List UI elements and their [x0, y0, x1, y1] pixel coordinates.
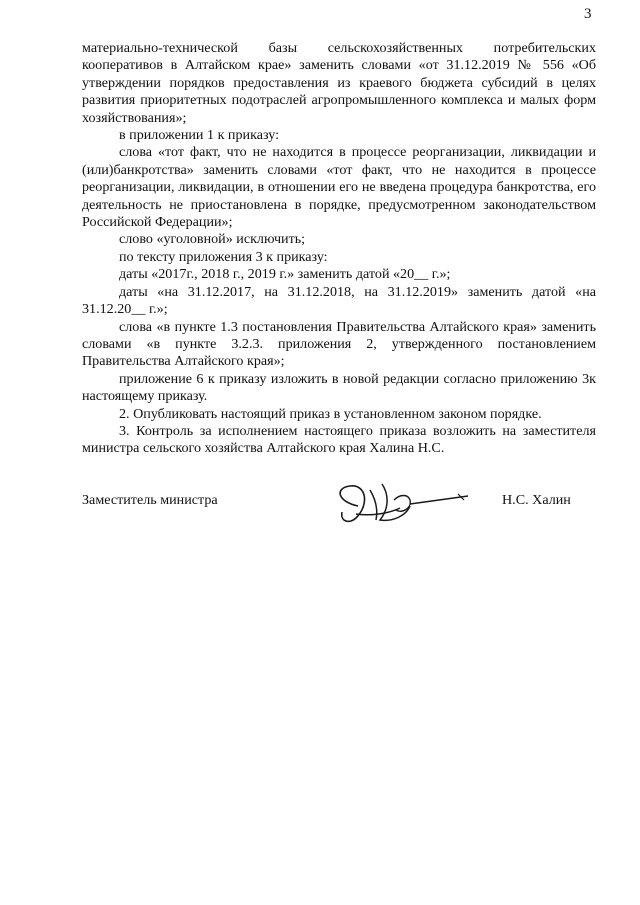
paragraph-continuation: материально-технической базы сельскохозяйственных потребительских кооперативов в Алтайском крае» заменить словами «от 31.12.2019 № 556 «Об утверждении порядков предоставления из краевого бюджета субсидий в целях развития приоритетных подотраслей агропромышленного комплекса и малых форм хозяйствования»;	[82, 40, 596, 126]
paragraph-item-2: 2. Опубликовать настоящий приказ в установленном законом порядке.	[119, 405, 542, 422]
paragraph-appendix-1: в приложении 1 к приказу:	[119, 127, 280, 144]
signatory-name: Н.С. Халин	[502, 492, 571, 508]
page-number: 3	[584, 6, 592, 22]
paragraph-criminal-word: слово «уголовной» исключить;	[119, 231, 306, 248]
signature-block	[82, 492, 596, 532]
paragraph-dates-years: даты «2017г., 2018 г., 2019 г.» заменить датой «20__ г.»;	[119, 266, 451, 283]
paragraph-appendix-6: приложение 6 к приказу изложить в новой редакции согласно приложению 3к настоящему приказу.	[82, 370, 596, 405]
signatory-title: Заместитель министра	[82, 492, 218, 508]
paragraph-dates-full: даты «на 31.12.2017, на 31.12.2018, на 31.12.2019» заменить датой «на 31.12.20__ г.»;	[82, 283, 596, 318]
paragraph-resolution-words: слова «в пункте 1.3 постановления Правительства Алтайского края» заменить словами «в пункте 3.2.3. приложения 2, утвержденного постановлением Правительства Алтайского края»;	[82, 318, 596, 370]
paragraph-appendix-3: по тексту приложения 3 к приказу:	[119, 248, 328, 265]
document-body	[82, 40, 596, 458]
handwritten-signature	[330, 476, 470, 528]
paragraph-reorganization-words: слова «тот факт, что не находится в процессе реорганизации, ликвидации и (или)банкротства» заменить словами «тот факт, что не находится в процессе реорганизации, ликвидации, в отношении его не введена процедура банкротства, его деятельность не приостановлена в порядке, предусмотренном законодательством Российской Федерации»;	[82, 144, 596, 231]
paragraph-item-3: 3. Контроль за исполнением настоящего приказа возложить на заместителя министра сельского хозяйства Алтайского края Халина Н.С.	[82, 422, 596, 457]
